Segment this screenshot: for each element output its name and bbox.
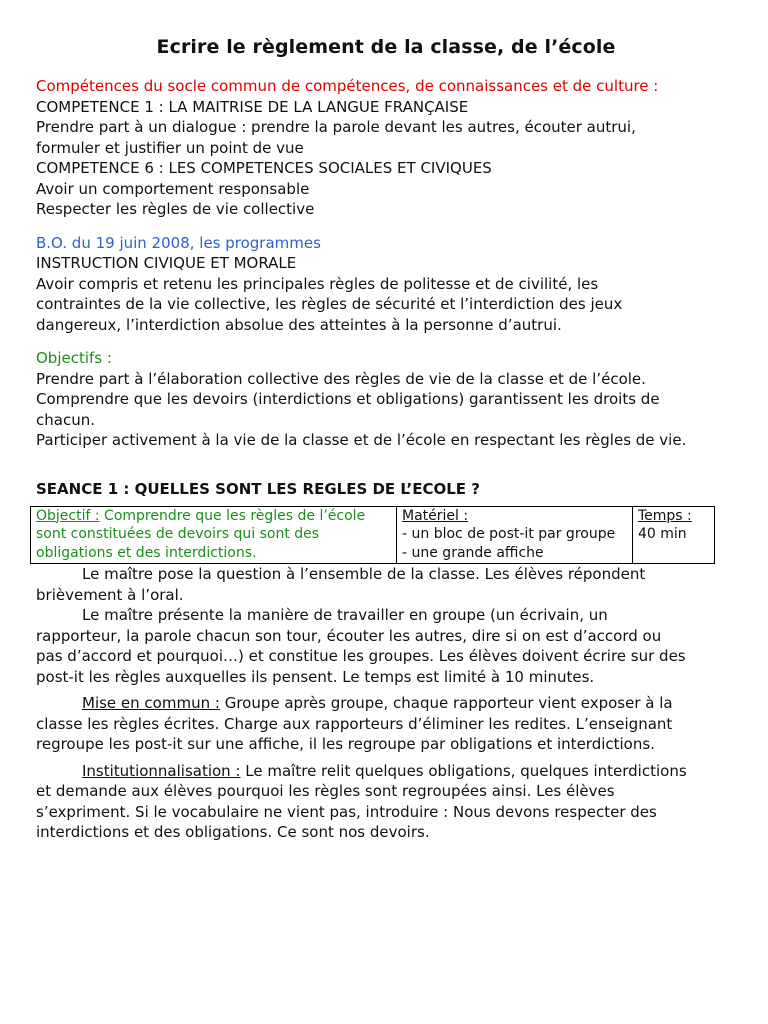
objectif-text: sont constituées de devoirs qui sont des bbox=[36, 526, 320, 542]
seance-table bbox=[30, 506, 715, 565]
paragraph-line: Le maître présente la manière de travailler en groupe (un écrivain, un bbox=[82, 606, 608, 624]
paragraph-line: interdictions et des obligations. Ce sont nos devoirs. bbox=[36, 823, 430, 841]
materiel-label: Matériel : bbox=[402, 507, 469, 524]
paragraph-1 bbox=[36, 564, 736, 605]
objectifs-line: Comprendre que les devoirs (interdictions et obligations) garantissent les droits de bbox=[36, 390, 660, 408]
paragraph-mise-en-commun bbox=[36, 693, 736, 755]
competences-line: COMPETENCE 6 : LES COMPETENCES SOCIALES ET CIVIQUES bbox=[36, 159, 492, 177]
paragraph-2 bbox=[36, 605, 736, 687]
paragraph-line: post-it les règles auxquelles ils pensent. Le temps est limité à 10 minutes. bbox=[36, 667, 595, 686]
bo-section bbox=[36, 233, 736, 336]
competences-section bbox=[36, 76, 736, 220]
bo-line: Avoir compris et retenu les principales règles de politesse et de civilité, les bbox=[36, 274, 599, 293]
objectif-text: obligations et des interdictions. bbox=[36, 544, 257, 561]
paragraph-line: brièvement à l’oral. bbox=[36, 585, 184, 604]
document-page bbox=[36, 30, 736, 843]
materiel-item: - une grande affiche bbox=[402, 544, 544, 561]
objectifs-line: Prendre part à l’élaboration collective des règles de vie de la classe et de l’école. bbox=[36, 369, 646, 388]
competences-line: Respecter les règles de vie collective bbox=[36, 200, 315, 218]
paragraph-line: s’expriment. Si le vocabulaire ne vient pas, introduire : Nous devons respecter des bbox=[36, 802, 657, 821]
temps-label: Temps : bbox=[638, 507, 692, 524]
mise-en-commun-label: Mise en commun : bbox=[82, 694, 220, 712]
paragraph-line: classe les règles écrites. Charge aux rapporteurs d’éliminer les redites. L’enseignant bbox=[36, 714, 673, 733]
competences-line: Avoir un comportement responsable bbox=[36, 179, 310, 198]
paragraph-line: et demande aux élèves pourquoi les règles sont regroupées ainsi. Les élèves bbox=[36, 782, 615, 800]
materiel-cell bbox=[397, 506, 633, 564]
objectifs-heading: Objectifs : bbox=[36, 349, 112, 367]
bo-line: dangereux, l’interdiction absolue des atteintes à la personne d’autrui. bbox=[36, 315, 562, 334]
paragraph-institutionnalisation bbox=[36, 761, 736, 843]
paragraph-line: Le maître pose la question à l’ensemble de la classe. Les élèves répondent bbox=[82, 565, 646, 583]
paragraph-line: Le maître relit quelques obligations, quelques interdictions bbox=[240, 761, 687, 780]
competences-line: formuler et justifier un point de vue bbox=[36, 138, 304, 157]
bo-heading: B.O. du 19 juin 2008, les programmes bbox=[36, 233, 321, 252]
objectifs-section bbox=[36, 348, 736, 451]
objectif-cell bbox=[31, 506, 397, 564]
paragraph-line: rapporteur, la parole chacun son tour, écouter les autres, dire si on est d’accord ou bbox=[36, 626, 662, 645]
bo-line: contraintes de la vie collective, les règles de sécurité et l’interdiction des jeux bbox=[36, 295, 623, 313]
competences-line: COMPETENCE 1 : LA MAITRISE DE LA LANGUE FRANÇAISE bbox=[36, 97, 469, 116]
paragraph-line: Groupe après groupe, chaque rapporteur vient exposer à la bbox=[219, 694, 673, 712]
paragraph-line: regroupe les post-it sur une affiche, il les regroupe par obligations et interdictions. bbox=[36, 735, 655, 753]
materiel-item: - un bloc de post-it par groupe bbox=[402, 526, 616, 542]
temps-cell bbox=[633, 506, 715, 564]
document-title: Ecrire le règlement de la classe, de l’école bbox=[156, 36, 616, 58]
seance-title: SEANCE 1 : QUELLES SONT LES REGLES DE L’ECOLE ? bbox=[36, 479, 480, 498]
paragraph-line: pas d’accord et pourquoi…) et constitue les groupes. Les élèves doivent écrire sur des bbox=[36, 647, 686, 665]
institutionnalisation-label: Institutionnalisation : bbox=[82, 761, 241, 780]
competences-heading: Compétences du socle commun de compétences, de connaissances et de culture : bbox=[36, 77, 659, 95]
objectifs-line: Participer activement à la vie de la classe et de l’école en respectant les règles de vie. bbox=[36, 431, 687, 449]
bo-line: INSTRUCTION CIVIQUE ET MORALE bbox=[36, 254, 297, 272]
competences-line: Prendre part à un dialogue : prendre la parole devant les autres, écouter autrui, bbox=[36, 118, 636, 136]
objectifs-line: chacun. bbox=[36, 410, 95, 429]
objectif-text: Comprendre que les règles de l’école bbox=[99, 507, 366, 524]
objectif-label: Objectif : bbox=[36, 507, 100, 524]
temps-value: 40 min bbox=[638, 526, 687, 542]
